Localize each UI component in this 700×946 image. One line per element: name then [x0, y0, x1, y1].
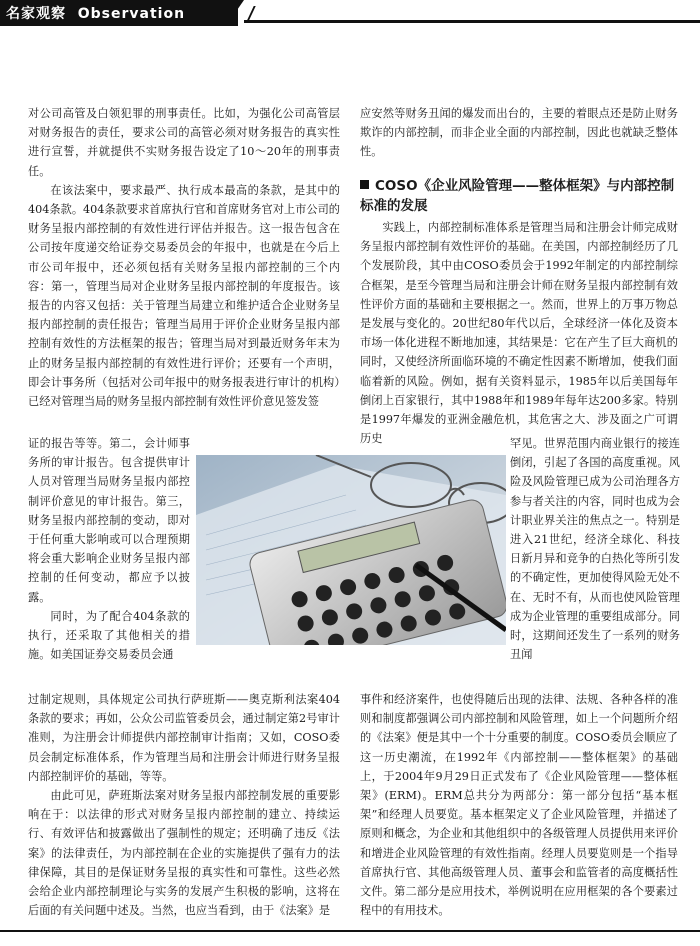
calculator-glasses-photo — [196, 455, 506, 645]
photo-illustration — [196, 455, 506, 645]
header-slant — [226, 0, 244, 26]
paragraph: 过制定规则，具体规定公司执行萨班斯——奥克斯利法案404条款的要求；再如，公众公司监管委员会，通过制定第2号审计准则，为注册会计师提供内部控制审计指南；又如，COSO委员会制定标准体系，作为管理当局和注册会计师进行财务呈报内部控制评价的基础，等等。 — [28, 693, 340, 783]
left-column-bottom — [28, 690, 340, 920]
paragraph: 证的报告等等。第二，会计师事务所的审计报告。包含提供审计人员对管理当局财务呈报内部控制评价意见的审计报告。第三，财务呈报内部控制的变动，即对于任何重大影响或可以合理预期将会重大影响企业财务呈报内部控制的任何变动，都应予以披露。 — [28, 437, 190, 604]
right-column-top — [360, 104, 678, 162]
header-rule — [244, 20, 700, 23]
left-column-top — [28, 104, 340, 411]
paragraph: 对公司高管及白领犯罪的刑事责任。比如，为强化公司高管层对财务报告的责任，要求公司的高管必须对财务报告的真实性进行宣誓，并就提供不实财务报告设定了10～20年的刑事责任。 — [28, 107, 340, 178]
paragraph: 事件和经济案件，也使得随后出现的法律、法规、各种各样的准则和制度都强调公司内部控制和风险管理，如上一个问题所介绍的《法案》便是其中一个十分重要的制度。COSO委员会顺应了这一历史潮流，在1992年《内部控制——整体框架》的基础上，于2004年9月29日正式发布了《企业风险管理——整体框架》(ERM)。ERM总共分为两部分：第一部分包括“基本框架”和经理人员要览。基本框架定义了企业风险管理，并描述了原则和概念，为企业和其他组织中的各级管理人员提供用来评价和增进企业风险管理的有效性指南。经理人员要览则是一个指导首席执行官、其他高级管理人员、董事会和监管者的高度概括性文件。第二部分是应用技术，举例说明在应用框架的各个要素过程中的有用技术。 — [360, 693, 678, 918]
section-heading-text: COSO《企业风险管理——整体框架》与内部控制标准的发展 — [360, 178, 675, 214]
section-label-cn: 名家观察 — [6, 6, 66, 22]
paragraph: 应安然等财务丑闻的爆发而出台的，主要的着眼点还是防止财务欺诈的内部控制，而非企业全面的内部控制，因此也就缺乏整体性。 — [360, 107, 678, 159]
paragraph: 实践上，内部控制标准体系是管理当局和注册会计师完成财务呈报内部控制有效性评价的基础。在美国，内部控制经历了几个发展阶段，其中由COSO委员会于1992年制定的内部控制综合框架，是至今管理当局和注册会计师在财务呈报内部控制有效性评价方面的基础和主要根据之一。然而，世界上的万事万物总是发展与变化的。20世纪80年代以后，全球经济一体化及资本市场一体化进程不断地加速，其结果是：它在产生了巨大商机的同时，又使经济所面临环境的不确定性因素不断增加，使我们面临着新的风险。例如，据有关资料显示，1985年以后美国每年倒闭上百家银行，其中1988年和1989年每年达200多家。特别是1997年爆发的亚洲金融危机，其危害之大、涉及面之广可谓历史 — [360, 221, 678, 446]
paragraph: 同时，为了配合404条款的执行，还采取了其他相关的措施。如美国证券交易委员会通 — [28, 609, 190, 662]
paragraph: 罕见。世界范围内商业银行的接连倒闭，引起了各国的高度重视。风险及风险管理已成为公司治理各方参与者关注的内容，同时也成为会计职业界关注的焦点之一。特别是进入21世纪，经济全球化、科技日新月异和竞争的白热化等所引发的不确定性，更加使得风险无处不在、无时不有，从而也使风险管理成为企业管理的重要组成部分。同时，这期间还发生了一系列的财务丑闻 — [510, 437, 680, 662]
left-wrap-text — [28, 434, 190, 664]
right-column-bottom — [360, 690, 678, 920]
paragraph: 在该法案中，要求最严、执行成本最高的条款，是其中的404条款。404条款要求首席执行官和首席财务官对上市公司的财务呈报内部控制的有效性进行评估并报告。这一报告包含在公司按年度递交给证券交易委员会的年报中，也就是在今后上市公司年报中，还必须包括有关财务呈报内部控制的三个内容：第一，管理当局对企业财务呈报内部控制的年度报告。该报告的内容又包括：关于管理当局建立和维护适合企业财务呈报内部控制的责任报告；管理当局用于评价企业财务呈报内部控制有效性的方法框架的报告；管理当局对到最近财务年末为止的财务呈报内部控制的有效性进行评价；还要有一个声明，即会计事务所（包括对公司年报中的财务报表进行审计的机构）已经对管理当局的财务呈报内部控制有效性评价意见签发签 — [28, 183, 340, 409]
page-header — [0, 0, 700, 26]
paragraph: 由此可见，萨班斯法案对财务呈报内部控制发展的重要影响在于：以法律的形式对财务呈报内部控制的建立、持续运行、有效评估和披露做出了强制性的规定；还明确了违反《法案》的法律责任，为内部控制在企业的实施提供了强有力的法律保障，其目的是保证财务呈报的真实性和可靠性。这些必然会给企业内部控制理论与实务的发展产生积极的影响，这将在后面的有关问题中述及。当然，也应当看到，由于《法案》是 — [28, 789, 340, 918]
heading-bullet-icon — [360, 180, 369, 189]
footer-rule — [0, 930, 700, 932]
section-heading — [360, 176, 680, 216]
section-label-en: Observation — [77, 6, 186, 22]
right-wrap-text — [510, 434, 680, 664]
section-label — [6, 3, 185, 23]
right-column-para1 — [360, 218, 678, 448]
